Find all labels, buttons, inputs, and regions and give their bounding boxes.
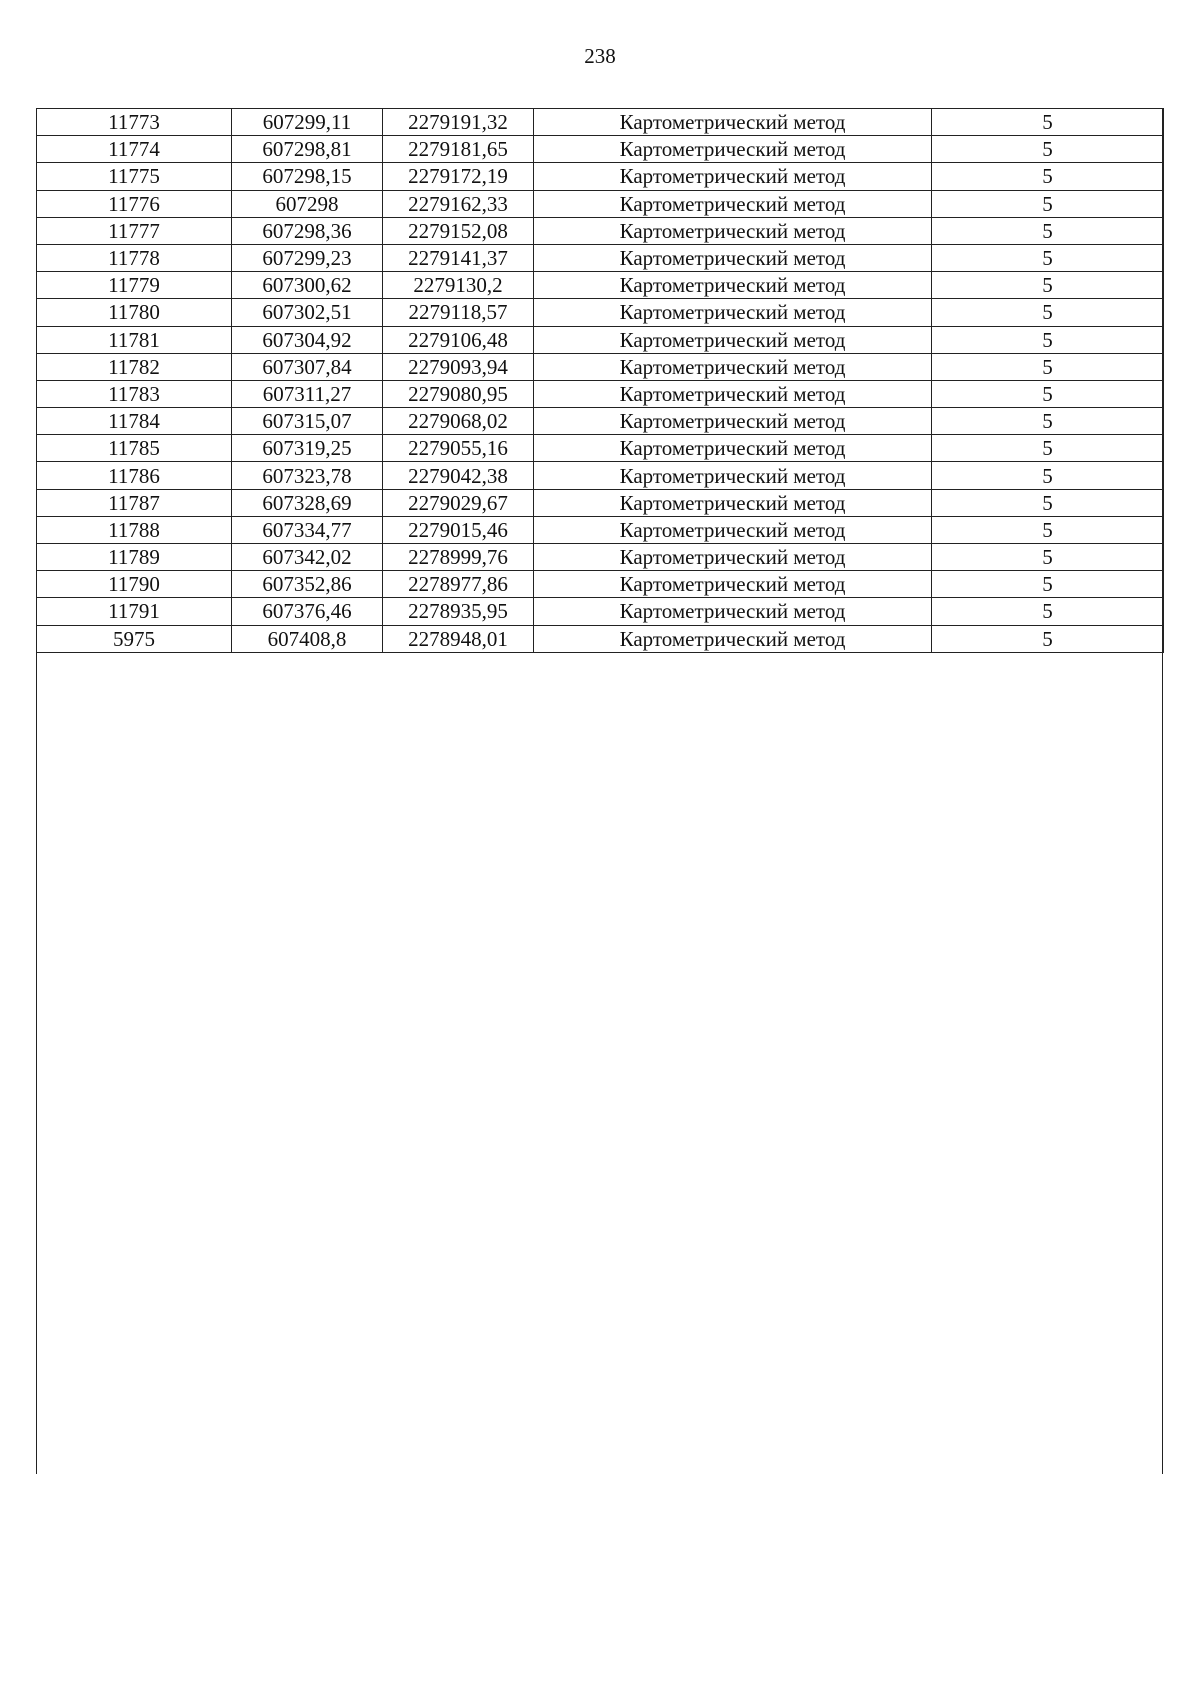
x-coordinate-cell: 607298 (232, 190, 383, 217)
table-row (37, 625, 1164, 652)
method-cell: Картометрический метод (534, 489, 932, 516)
table-row (37, 136, 1164, 163)
method-cell: Картометрический метод (534, 299, 932, 326)
table-row (37, 489, 1164, 516)
y-coordinate-cell: 2279106,48 (383, 326, 534, 353)
y-coordinate-cell: 2279068,02 (383, 408, 534, 435)
point-number-cell: 11791 (37, 598, 232, 625)
accuracy-cell: 5 (932, 571, 1164, 598)
method-cell: Картометрический метод (534, 408, 932, 435)
x-coordinate-cell: 607298,81 (232, 136, 383, 163)
x-coordinate-cell: 607323,78 (232, 462, 383, 489)
point-number-cell: 11783 (37, 380, 232, 407)
point-number-cell: 11784 (37, 408, 232, 435)
accuracy-cell: 5 (932, 380, 1164, 407)
point-number-cell: 11790 (37, 571, 232, 598)
method-cell: Картометрический метод (534, 163, 932, 190)
table-row (37, 190, 1164, 217)
method-cell: Картометрический метод (534, 244, 932, 271)
accuracy-cell: 5 (932, 462, 1164, 489)
table-row (37, 408, 1164, 435)
point-number-cell: 11777 (37, 217, 232, 244)
method-cell: Картометрический метод (534, 272, 932, 299)
accuracy-cell: 5 (932, 408, 1164, 435)
accuracy-cell: 5 (932, 598, 1164, 625)
method-cell: Картометрический метод (534, 190, 932, 217)
point-number-cell: 11775 (37, 163, 232, 190)
accuracy-cell: 5 (932, 217, 1164, 244)
point-number-cell: 11781 (37, 326, 232, 353)
x-coordinate-cell: 607300,62 (232, 272, 383, 299)
table-row (37, 353, 1164, 380)
method-cell: Картометрический метод (534, 516, 932, 543)
table-row (37, 272, 1164, 299)
method-cell: Картометрический метод (534, 380, 932, 407)
method-cell: Картометрический метод (534, 217, 932, 244)
point-number-cell: 11786 (37, 462, 232, 489)
table-row (37, 598, 1164, 625)
y-coordinate-cell: 2279093,94 (383, 353, 534, 380)
accuracy-cell: 5 (932, 435, 1164, 462)
y-coordinate-cell: 2279118,57 (383, 299, 534, 326)
method-cell: Картометрический метод (534, 136, 932, 163)
method-cell: Картометрический метод (534, 353, 932, 380)
table-row (37, 109, 1164, 136)
accuracy-cell: 5 (932, 109, 1164, 136)
accuracy-cell: 5 (932, 244, 1164, 271)
x-coordinate-cell: 607298,36 (232, 217, 383, 244)
y-coordinate-cell: 2279172,19 (383, 163, 534, 190)
point-number-cell: 11789 (37, 544, 232, 571)
accuracy-cell: 5 (932, 516, 1164, 543)
y-coordinate-cell: 2278935,95 (383, 598, 534, 625)
x-coordinate-cell: 607352,86 (232, 571, 383, 598)
x-coordinate-cell: 607342,02 (232, 544, 383, 571)
accuracy-cell: 5 (932, 163, 1164, 190)
y-coordinate-cell: 2278999,76 (383, 544, 534, 571)
table-row (37, 435, 1164, 462)
point-number-cell: 11776 (37, 190, 232, 217)
method-cell: Картометрический метод (534, 435, 932, 462)
method-cell: Картометрический метод (534, 326, 932, 353)
accuracy-cell: 5 (932, 353, 1164, 380)
table-row (37, 516, 1164, 543)
x-coordinate-cell: 607302,51 (232, 299, 383, 326)
y-coordinate-cell: 2278948,01 (383, 625, 534, 652)
x-coordinate-cell: 607408,8 (232, 625, 383, 652)
table-row (37, 244, 1164, 271)
point-number-cell: 11788 (37, 516, 232, 543)
x-coordinate-cell: 607315,07 (232, 408, 383, 435)
x-coordinate-cell: 607307,84 (232, 353, 383, 380)
accuracy-cell: 5 (932, 299, 1164, 326)
point-number-cell: 11787 (37, 489, 232, 516)
x-coordinate-cell: 607319,25 (232, 435, 383, 462)
table-row (37, 380, 1164, 407)
y-coordinate-cell: 2279029,67 (383, 489, 534, 516)
accuracy-cell: 5 (932, 544, 1164, 571)
method-cell: Картометрический метод (534, 625, 932, 652)
method-cell: Картометрический метод (534, 571, 932, 598)
x-coordinate-cell: 607311,27 (232, 380, 383, 407)
y-coordinate-cell: 2278977,86 (383, 571, 534, 598)
point-number-cell: 11778 (37, 244, 232, 271)
y-coordinate-cell: 2279042,38 (383, 462, 534, 489)
page-number: 238 (584, 44, 616, 68)
table-row (37, 326, 1164, 353)
table-row (37, 571, 1164, 598)
x-coordinate-cell: 607299,23 (232, 244, 383, 271)
point-number-cell: 11782 (37, 353, 232, 380)
y-coordinate-cell: 2279162,33 (383, 190, 534, 217)
accuracy-cell: 5 (932, 272, 1164, 299)
accuracy-cell: 5 (932, 136, 1164, 163)
coordinates-table-body (37, 109, 1164, 653)
y-coordinate-cell: 2279181,65 (383, 136, 534, 163)
point-number-cell: 5975 (37, 625, 232, 652)
x-coordinate-cell: 607299,11 (232, 109, 383, 136)
accuracy-cell: 5 (932, 326, 1164, 353)
method-cell: Картометрический метод (534, 462, 932, 489)
x-coordinate-cell: 607304,92 (232, 326, 383, 353)
y-coordinate-cell: 2279191,32 (383, 109, 534, 136)
accuracy-cell: 5 (932, 489, 1164, 516)
y-coordinate-cell: 2279080,95 (383, 380, 534, 407)
method-cell: Картометрический метод (534, 544, 932, 571)
table-row (37, 299, 1164, 326)
y-coordinate-cell: 2279130,2 (383, 272, 534, 299)
method-cell: Картометрический метод (534, 109, 932, 136)
y-coordinate-cell: 2279141,37 (383, 244, 534, 271)
point-number-cell: 11780 (37, 299, 232, 326)
x-coordinate-cell: 607334,77 (232, 516, 383, 543)
accuracy-cell: 5 (932, 190, 1164, 217)
table-row (37, 163, 1164, 190)
coordinates-table (36, 108, 1164, 653)
table-row (37, 544, 1164, 571)
point-number-cell: 11773 (37, 109, 232, 136)
x-coordinate-cell: 607376,46 (232, 598, 383, 625)
point-number-cell: 11774 (37, 136, 232, 163)
x-coordinate-cell: 607298,15 (232, 163, 383, 190)
table-row (37, 462, 1164, 489)
table-row (37, 217, 1164, 244)
point-number-cell: 11785 (37, 435, 232, 462)
method-cell: Картометрический метод (534, 598, 932, 625)
point-number-cell: 11779 (37, 272, 232, 299)
y-coordinate-cell: 2279015,46 (383, 516, 534, 543)
x-coordinate-cell: 607328,69 (232, 489, 383, 516)
y-coordinate-cell: 2279055,16 (383, 435, 534, 462)
y-coordinate-cell: 2279152,08 (383, 217, 534, 244)
accuracy-cell: 5 (932, 625, 1164, 652)
